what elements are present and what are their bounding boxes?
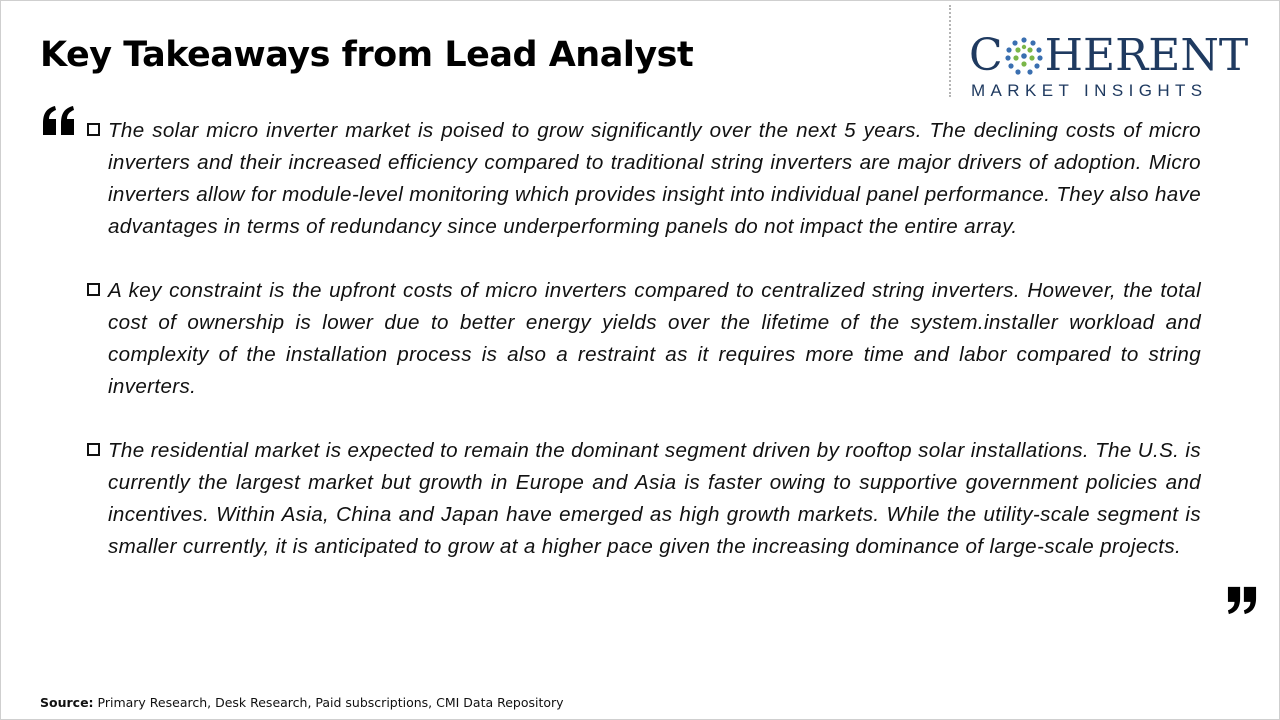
logo-subtitle: MARKET INSIGHTS [971, 81, 1208, 100]
logo-letter-c: C [969, 30, 1003, 81]
logo-dot-grid-icon [1004, 36, 1044, 76]
checkbox-bullet-icon [87, 123, 100, 136]
list-item [87, 115, 1201, 243]
list-item [87, 435, 1201, 563]
close-quote-icon [1225, 585, 1259, 615]
list-item [87, 275, 1201, 403]
source-text: Primary Research, Desk Research, Paid subscriptions, CMI Data Repository [93, 695, 564, 710]
logo-wordmark [969, 31, 1269, 81]
takeaways-list [87, 115, 1201, 595]
source-label: Source: [40, 695, 94, 710]
logo-letters-herent: HERENT [1044, 30, 1249, 81]
source-footnote [40, 695, 564, 710]
open-quote-icon [41, 105, 77, 137]
header-divider [949, 5, 951, 97]
checkbox-bullet-icon [87, 443, 100, 456]
page-title: Key Takeaways from Lead Analyst [40, 35, 694, 75]
company-logo [969, 31, 1269, 103]
checkbox-bullet-icon [87, 283, 100, 296]
bullet-text: The residential market is expected to remain the dominant segment driven by rooftop solar installations. The U.S. is currently the largest market but growth in Europe and Asia is faster owing to supportive government policies and incentives. Within Asia, China and Japan have emerged as high growth markets. While the utility-scale segment is smaller currently, it is anticipated to grow at a higher pace given the increasing dominance of large-scale projects. [108, 439, 1201, 558]
bullet-text: The solar micro inverter market is poised to grow significantly over the next 5 years. The declining costs of micro inverters and their increased efficiency compared to traditional string inverters are major drivers of adoption. Micro inverters allow for module-level monitoring which provides insight into individual panel performance. They also have advantages in terms of redundancy since underperforming panels do not impact the entire array. [108, 119, 1201, 238]
bullet-text: A key constraint is the upfront costs of micro inverters compared to centralized string inverters. However, the total cost of ownership is lower due to better energy yields over the lifetime of the system.installer workload and complexity of the installation process is also a restraint as it requires more time and labor compared to string inverters. [108, 279, 1201, 398]
